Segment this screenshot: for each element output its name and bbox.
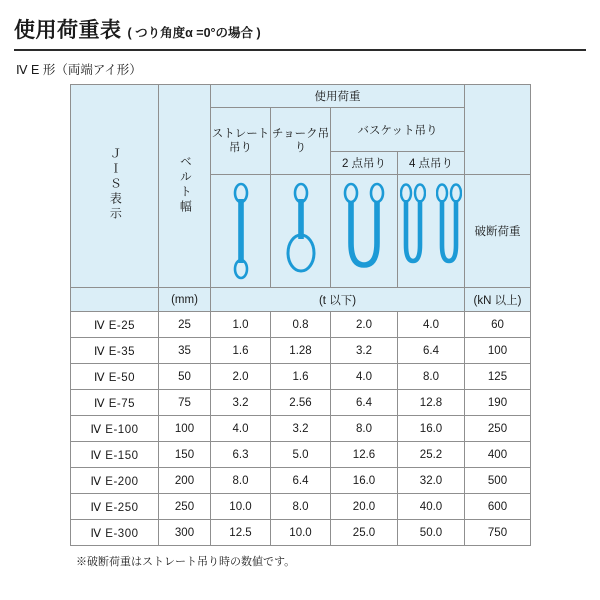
table-header-row-1	[71, 85, 531, 108]
page-title	[0, 0, 600, 44]
cell-basket4: 8.0	[398, 364, 465, 390]
cell-jis: Ⅳ E-50	[71, 364, 159, 390]
cell-break: 600	[465, 494, 531, 520]
table-subtitle: Ⅳ E 形（両端アイ形）	[16, 63, 142, 77]
cell-break: 125	[465, 364, 531, 390]
basket-2point-cell	[331, 175, 398, 288]
basket-4point-cell	[398, 175, 465, 288]
header-basket-4point: 4 点吊り	[398, 152, 465, 175]
header-breaking-load: 破断荷重	[465, 175, 531, 288]
cell-choke: 6.4	[271, 468, 331, 494]
cell-jis: Ⅳ E-300	[71, 520, 159, 546]
cell-basket2: 3.2	[331, 338, 398, 364]
cell-straight: 2.0	[211, 364, 271, 390]
basket-4point-sling-icon	[436, 181, 462, 281]
cell-basket4: 16.0	[398, 416, 465, 442]
cell-choke: 5.0	[271, 442, 331, 468]
cell-choke: 0.8	[271, 312, 331, 338]
table-unit-row	[71, 288, 531, 312]
header-basket-group: バスケット吊り	[331, 108, 465, 152]
table-row	[71, 338, 531, 364]
cell-choke: 10.0	[271, 520, 331, 546]
cell-break: 400	[465, 442, 531, 468]
cell-basket2: 12.6	[331, 442, 398, 468]
cell-choke: 1.28	[271, 338, 331, 364]
cell-basket2: 4.0	[331, 364, 398, 390]
table-row	[71, 520, 531, 546]
unit-belt-width: (mm)	[159, 288, 211, 312]
footnote: ※破断荷重はストレート吊り時の数値です。	[76, 556, 296, 568]
cell-straight: 10.0	[211, 494, 271, 520]
table-row	[71, 494, 531, 520]
load-capacity-table	[70, 84, 531, 546]
cell-straight: 1.6	[211, 338, 271, 364]
cell-straight: 1.0	[211, 312, 271, 338]
cell-basket4: 32.0	[398, 468, 465, 494]
cell-choke: 8.0	[271, 494, 331, 520]
header-straight: ストレート吊り	[211, 108, 271, 175]
cell-basket4: 4.0	[398, 312, 465, 338]
cell-jis: Ⅳ E-100	[71, 416, 159, 442]
cell-belt: 300	[159, 520, 211, 546]
basket-2point-sling-icon	[342, 181, 386, 281]
table-row	[71, 468, 531, 494]
straight-sling-cell	[211, 175, 271, 288]
header-use-load-group: 使用荷重	[211, 85, 465, 108]
table-row	[71, 364, 531, 390]
cell-basket4: 40.0	[398, 494, 465, 520]
cell-basket4: 6.4	[398, 338, 465, 364]
cell-belt: 50	[159, 364, 211, 390]
page-title-sub: ( つり角度α =0°の場合 )	[127, 26, 261, 40]
cell-choke: 1.6	[271, 364, 331, 390]
straight-sling-icon	[228, 181, 254, 281]
cell-belt: 75	[159, 390, 211, 416]
cell-break: 750	[465, 520, 531, 546]
header-jis: ＪＩＳ表示	[71, 85, 159, 288]
cell-basket4: 25.2	[398, 442, 465, 468]
cell-jis: Ⅳ E-35	[71, 338, 159, 364]
table-row	[71, 442, 531, 468]
cell-belt: 100	[159, 416, 211, 442]
cell-belt: 200	[159, 468, 211, 494]
cell-jis: Ⅳ E-75	[71, 390, 159, 416]
cell-belt: 150	[159, 442, 211, 468]
basket-4point-sling-icon	[400, 181, 426, 281]
table-row	[71, 312, 531, 338]
cell-straight: 3.2	[211, 390, 271, 416]
cell-belt: 25	[159, 312, 211, 338]
cell-break: 250	[465, 416, 531, 442]
choke-sling-icon	[284, 181, 318, 281]
cell-straight: 8.0	[211, 468, 271, 494]
cell-break: 100	[465, 338, 531, 364]
cell-break: 60	[465, 312, 531, 338]
header-belt-width: ベルト幅	[159, 85, 211, 288]
cell-basket4: 50.0	[398, 520, 465, 546]
cell-basket2: 16.0	[331, 468, 398, 494]
unit-use-load: (t 以下)	[211, 288, 465, 312]
header-breaking-load-spacer	[465, 85, 531, 175]
cell-straight: 12.5	[211, 520, 271, 546]
header-choke: チョーク吊り	[271, 108, 331, 175]
cell-straight: 4.0	[211, 416, 271, 442]
header-basket-2point: 2 点吊り	[331, 152, 398, 175]
cell-break: 190	[465, 390, 531, 416]
cell-jis: Ⅳ E-250	[71, 494, 159, 520]
cell-basket2: 6.4	[331, 390, 398, 416]
cell-jis: Ⅳ E-25	[71, 312, 159, 338]
cell-basket2: 8.0	[331, 416, 398, 442]
title-divider	[14, 49, 586, 51]
cell-straight: 6.3	[211, 442, 271, 468]
cell-belt: 250	[159, 494, 211, 520]
table-row	[71, 416, 531, 442]
cell-jis: Ⅳ E-150	[71, 442, 159, 468]
cell-basket2: 25.0	[331, 520, 398, 546]
basket-4point-group	[398, 181, 464, 281]
cell-jis: Ⅳ E-200	[71, 468, 159, 494]
cell-choke: 2.56	[271, 390, 331, 416]
choke-sling-cell	[271, 175, 331, 288]
cell-belt: 35	[159, 338, 211, 364]
cell-basket2: 2.0	[331, 312, 398, 338]
cell-break: 500	[465, 468, 531, 494]
cell-basket4: 12.8	[398, 390, 465, 416]
cell-choke: 3.2	[271, 416, 331, 442]
unit-breaking-load: (kN 以上)	[465, 288, 531, 312]
cell-basket2: 20.0	[331, 494, 398, 520]
table-row	[71, 390, 531, 416]
unit-jis-empty	[71, 288, 159, 312]
page-title-main: 使用荷重表	[14, 19, 122, 42]
